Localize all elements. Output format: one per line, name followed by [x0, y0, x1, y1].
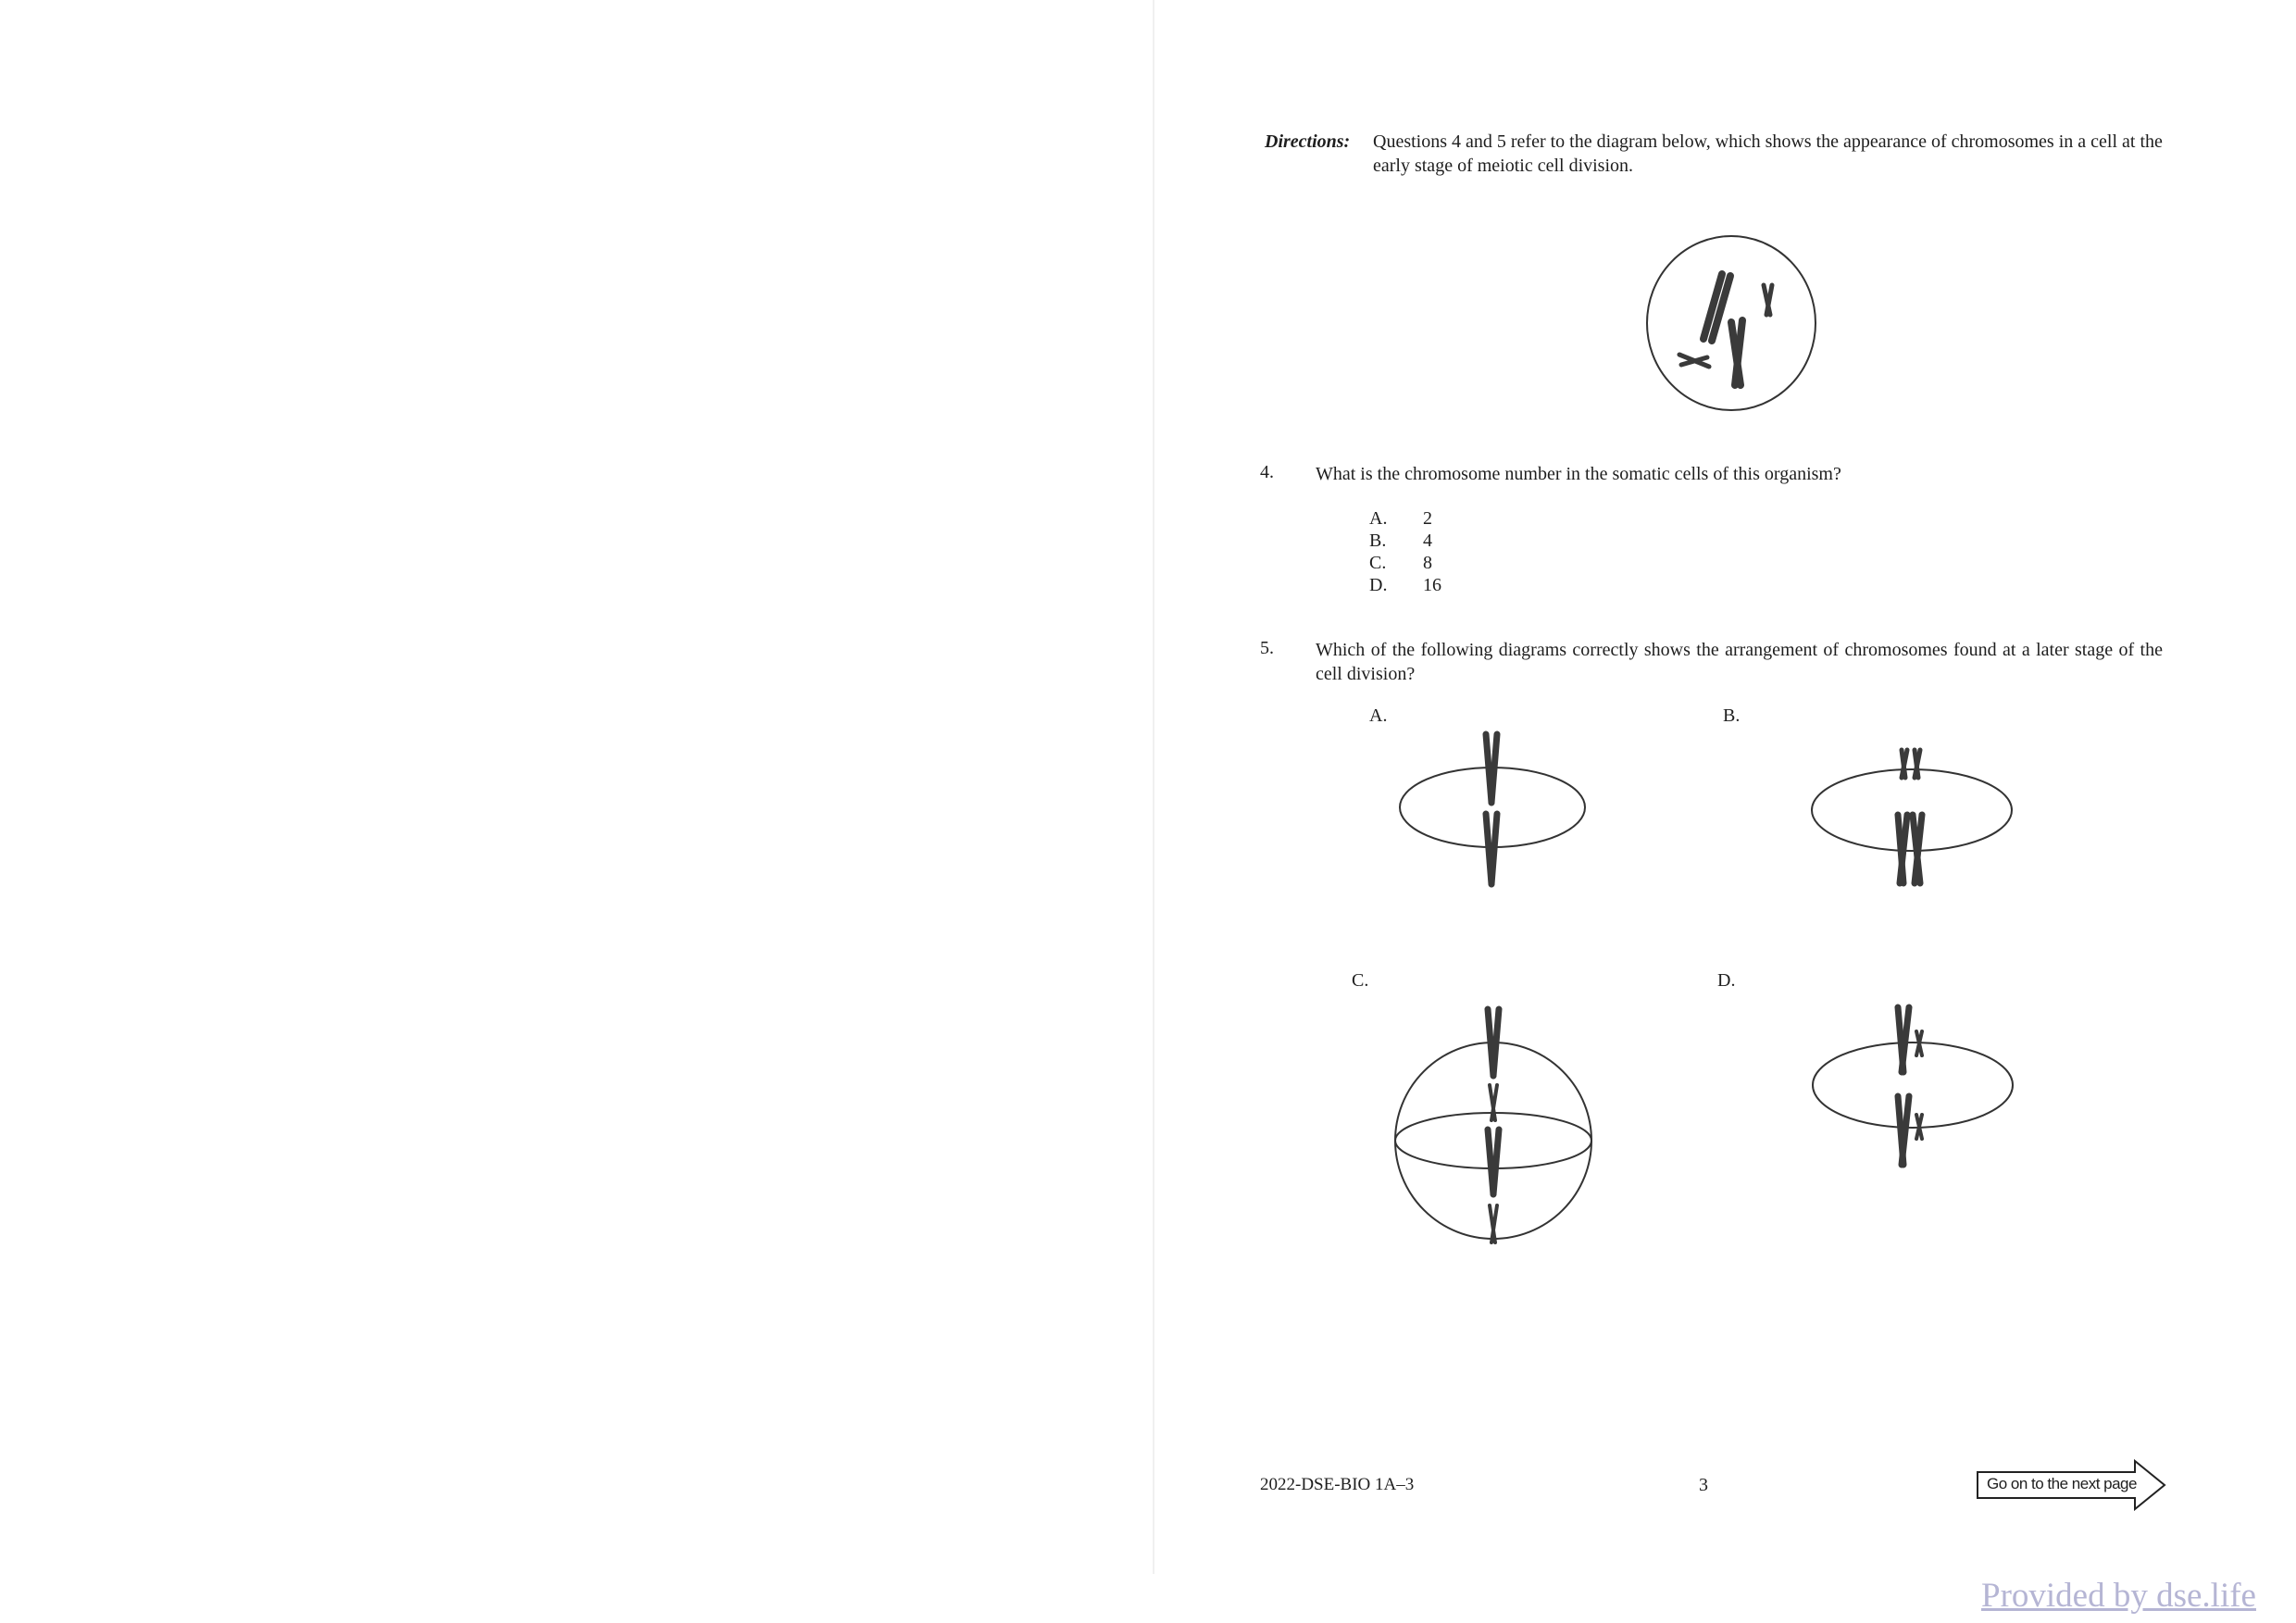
option-letter: B. — [1369, 531, 1387, 551]
early-meiosis-cell-diagram — [1639, 230, 1824, 417]
diagram-c-label: C. — [1352, 970, 1369, 991]
option-letter: D. — [1369, 575, 1388, 595]
page-number: 3 — [1699, 1475, 1708, 1495]
option-value: 8 — [1423, 553, 1432, 573]
directions-text: Questions 4 and 5 refer to the diagram below, which shows the appearance of chromosomes in a cell at the early stage of meiotic cell division. — [1373, 131, 2163, 176]
diagram-b — [1805, 741, 2018, 893]
directions-label: Directions: — [1265, 131, 1351, 152]
option-value: 16 — [1423, 575, 1441, 595]
diagram-d — [1805, 998, 2028, 1174]
option-letter: A. — [1369, 508, 1388, 529]
question-5-number: 5. — [1260, 638, 1274, 658]
option-value: 2 — [1423, 508, 1432, 529]
question-4-option-c — [1369, 552, 1432, 574]
question-4-number: 4. — [1260, 462, 1274, 482]
go-next-page-label: Go on to the next page — [1987, 1475, 2137, 1492]
option-letter: C. — [1369, 553, 1387, 573]
watermark: Provided by dse.life — [1981, 1577, 2256, 1615]
diagram-a-label: A. — [1369, 705, 1388, 726]
option-value: 4 — [1423, 531, 1432, 551]
paper-code: 2022-DSE-BIO 1A–3 — [1260, 1475, 1415, 1494]
question-5-text: Which of the following diagrams correctly shows the arrangement of chromosomes found at a later stage of the cell division? — [1316, 640, 2163, 684]
question-4-option-a — [1369, 507, 1432, 530]
diagram-b-label: B. — [1723, 705, 1741, 726]
question-4-option-b — [1369, 530, 1432, 552]
diagram-a — [1393, 727, 1592, 893]
diagram-c — [1393, 1000, 1606, 1250]
question-4-option-d — [1369, 574, 1441, 596]
page-fold — [1153, 0, 1154, 1574]
diagram-d-label: D. — [1717, 970, 1736, 991]
question-4-text: What is the chromosome number in the somatic cells of this organism? — [1316, 464, 1841, 484]
